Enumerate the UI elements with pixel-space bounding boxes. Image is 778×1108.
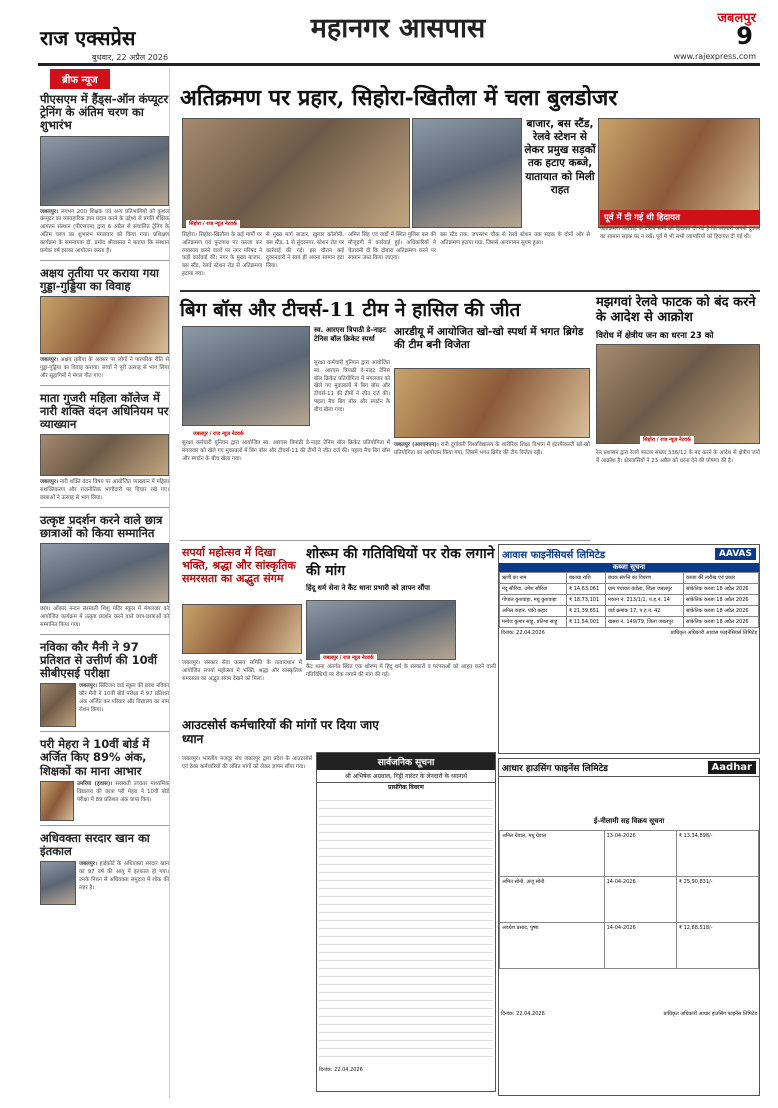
dateline: जबलपुर। [79, 861, 98, 868]
col-header: ऋणी का नाम [500, 573, 567, 584]
bigboss-caption: जबलपुर / राज न्यूज़ नेटवर्क [190, 430, 247, 438]
brief-photo [40, 296, 169, 354]
brief-text: नारी शक्ति वंदन विषय पर आयोजित व्याख्यान में महिला सशक्तिकरण और राजनीतिक भागीदारी पर विचार रखे गए। छात्राओं ने उत्साह से भाग लिया। [40, 479, 169, 501]
lead-text-col3: अमित सिंह एवं वार्डों में स्थित पुलिस बल की मौजूदगी में कार्रवाई हुई। अधिकारियों ने चेतावनी दी कि दोबारा अतिक्रमण करने पर सामान जब्त किया जाएगा। [348, 232, 436, 262]
portrait-photo [40, 861, 76, 905]
brief-photo [40, 136, 169, 206]
lead-headline: अतिक्रमण पर प्रहार, सिहोरा-खितौला में चला बुलडोजर [180, 85, 618, 111]
portrait-photo [40, 781, 74, 821]
portrait-photo [40, 683, 76, 727]
khokho-text: रानी दुर्गावती विश्वविद्यालय के शारीरिक शिक्षा विभाग में इंटरफैकल्टी खो-खो प्रतियोगिता का आयोजन किया गया, जिसमें भगत ब्रिगेड की टीम विजेता रही। [394, 442, 590, 456]
aavas-signatory: प्राधिकृत अधिकारी आवास फाइनेंसियर्स लिमिटेड [670, 630, 757, 636]
lead-text-col1: सिहोरा। सिहोरा-खितौला के कई मार्गों पर अतिक्रमण एवं फुटपाथ पर कब्जा कर व्यवसाय करने वालों पर नगर परिषद ने कड़ी कार्रवाई की। नगर के मुख्य बाजार, बस स्टैंड, रेलवे स्टेशन रोड से अतिक्रमण हटाया गया। [182, 232, 262, 278]
website: www.rajexpress.com [673, 52, 756, 61]
brief-item [40, 825, 169, 905]
brief-text: लगभग 200 शिक्षक एवं अन्य प्रतिभागियों को कुशल कंप्यूटर का व्यावहारिक ज्ञान प्रदान करने के उद्देश्य से प्रगति शैक्षिक आयतन संस्थान (पीएसएम) द्वारा 6 अप्रैल से संचालित ट्रेनिंग के अंतिम चरण का शुभारंभ मंगलवार को किया गया। प्रशिक्षण कार्यक्रम के समन्वयक डॉ. प्रमोद श्रीवास्तव ने बताया कि संस्थान प्रत्येक वर्ष इसका आयोजन करता है। [40, 208, 169, 254]
majhgawan-caption: सिहोरा / राज न्यूज़ नेटवर्क [640, 436, 694, 444]
khokho-body [394, 442, 590, 458]
brief-text: छात्र। ओंकार नन्दन सरस्वती शिशु मंदिर स्कूल में मंगलवार को आयोजित कार्यक्रम में उत्कृष्ट प्रदर्शन करने वाले छात्र-छात्राओं को सम्मानित किया गया। [40, 606, 169, 628]
brief-text: अक्षय तृतीया के अवसर पर लोगों ने पारंपरिक रीति से गुड्डा-गुड्डिया का विवाह कराया। बच्चों ने पूरी उत्साह से भाग लिया और सुहागिनों ने मंगल गीत गाए। [40, 357, 169, 379]
lead-text-col4: बस स्टैंड तक, जयस्तंभ चौक से रेलवे स्टेशन तक सड़क के दोनों ओर से अतिक्रमण हटाया गया, जिससे आवागमन सुगम हुआ। [440, 232, 590, 246]
col-header: कब्जा की तारीख एवं प्रकार [683, 573, 758, 584]
sarpa-photo [182, 604, 302, 654]
brief-headline: पीएसएम में हैंड्स-ऑन कंप्यूटर ट्रेनिंग के अंतिम चरण का शुभारंभ [40, 92, 169, 133]
cell: खसरा नं. 149/79, जिला जबलपुर [606, 617, 684, 628]
sidebar-head: पूर्व में दी गई थी हिदायत [600, 210, 760, 225]
aavas-name: आवास फाइनेंसियर्स लिमिटेड [502, 550, 606, 561]
dateline: जबलपुर। [40, 208, 59, 215]
brief-item [40, 385, 169, 503]
outsource-headline: आउटसोर्स कर्मचारियों की मांगों पर दिया जाए ध्यान [182, 718, 379, 747]
brief-item [40, 507, 169, 630]
majhgawan-subhead: विरोध में क्षेत्रीय जन का धरना 23 को [596, 331, 714, 341]
dateline: जबलपुर (आरएनएन)। [394, 442, 439, 448]
aavas-table [499, 572, 759, 628]
majhgawan-headline: मझगवां रेलवे फाटक को बंद करने के आदेश से आक्रोश [596, 295, 756, 325]
sarpa-headline: सपर्या महोत्सव में दिखा भक्ति, श्रद्धा और सांस्कृतिक समरसता का अद्भुत संगम [182, 546, 296, 586]
sidebar-text: अतिक्रमण कार्रवाई के दौरान सभी को हिदायत दी गई है कि व्यापारी अपनी दुकान का सामान सड़क पर न रखें। पूर्व में भी सभी व्यापारियों को हिदायत दी गई थी। [600, 226, 760, 240]
brief-item [40, 260, 169, 381]
bigboss-text-lower: सुरक्षा कर्मचारी युनियन द्वारा आयोजित स्व. आरएस त्रिपाठी डे-नाइट टेनिस बॉल क्रिकेट प्रतियोगिता में मंगलवार को खेले गए मुकाबलों में बिग बॉस और टीचर्स-11 की टीमों ने जीत दर्ज की। पहला मैच बिग बॉस और स्पार्टन के बीच खेला गया। [182, 440, 390, 462]
lead-photo-middle [412, 118, 522, 228]
aadhar-logo: Aadhar [708, 761, 756, 774]
brief-text: सरस्वती उच्चतर माध्यमिक विद्यालय की छात्रा परी मेहरा ने 10वीं बोर्ड परीक्षा में 89 प्रतिशत अंक प्राप्त किए। [77, 780, 169, 803]
showroom-headline: शोरूम की गतिविधियों पर रोक लगाने की मांग [306, 546, 495, 579]
col-header: बकाया राशि [566, 573, 605, 584]
lead-callout: बाजार, बस स्टैंड, रेलवे स्टेशन से लेकर प्रमुख सड़कों तक हटाए कब्जे, यातायात को मिली राहत [524, 118, 596, 196]
cell: ₹ 13,34,898/- [676, 831, 758, 877]
cell: अमित सोनी, अंजू सोनी [500, 877, 605, 923]
notice-body [319, 793, 493, 1063]
table-row [500, 831, 759, 877]
aavas-notice-title: कब्जा सूचना [499, 563, 759, 572]
brief-headline: उत्कृष्ट प्रदर्शन करने वाले छात्र छात्राओं को किया सम्मानित [40, 512, 163, 540]
table-row [500, 584, 759, 595]
outsource-text: जबलपुर। भारतीय मजदूर संघ जबलपुर द्वारा प्रदेश के आउटसोर्स एवं ठेका कर्मचारियों की लंबित मांगों को लेकर ज्ञापन सौंपा गया। [182, 756, 312, 770]
brief-text: हाईकोर्ट के अधिवक्ता सरदार खान का 97 वर्ष की आयु में इंतकाल हो गया। उनके निधन से अधिवक्ता समुदाय में शोक की लहर है। [79, 861, 170, 891]
cell: मकान नं. 213/1/1, प.ह.नं. 14 [606, 595, 684, 606]
cell: मनोज कुमार साहू, प्रतिभा साहू [500, 617, 567, 628]
brief-headline: नविका कौर मैनी ने 97 प्रतिशत से उत्तीर्ण की 10वीं सीबीएसई परीक्षा [40, 639, 157, 681]
table-row [500, 877, 759, 923]
brief-text: सिटिजन वार्ड स्कूल की छात्रा नविका कौर मैनी ने 10वीं बोर्ड परीक्षा में 97 प्रतिशत अंक अर्जित कर परिवार और विद्यालय का नाम रोशन किया। [79, 683, 170, 713]
table-row [500, 595, 759, 606]
sarpa-text: जबलपुर। संस्कार सेवा उत्सव समिति के तत्वावधान में आयोजित सपर्या महोत्सव में भक्ति, श्रद्धा और सांस्कृतिक समरसता का अद्भुत संगम देखने को मिला। [182, 660, 302, 682]
aadhar-signatory: प्राधिकृत अधिकारी आधार हाउसिंग फाइनेंस लिमिटेड [663, 1011, 757, 1017]
brief-photo [40, 543, 169, 603]
cell: नंदू सौरिया, उमेश सौरिया [500, 584, 567, 595]
showroom-text: कैंट थाना अंतर्गत स्थित एक शोरूम में हिंदू धर्म के संस्कारों व परंपराओं को आहत करने वाली गतिविधियों पर रोक लगाने की मांग की गई। [306, 664, 496, 678]
paper-name: राज एक्सप्रेस [40, 26, 136, 50]
cell: अवधेश प्रसाद, पुष्पा [500, 923, 605, 969]
divider [180, 290, 760, 292]
notice-section: प्रासंगिक विवरण [317, 782, 495, 791]
bigboss-headline: बिग बॉस और टीचर्स-11 टीम ने हासिल की जीत [180, 299, 521, 321]
bigboss-subhead: स्व. आरएस त्रिपाठी डे-नाइट टेनिस बॉल क्रिकेट स्पर्धा [314, 326, 386, 343]
bigboss-text: सुरक्षा कर्मचारी युनियन द्वारा आयोजित स्व. आरएस त्रिपाठी डे-नाइट टेनिस बॉल क्रिकेट प्रतियोगिता में मंगलवार को खेले गए मुकाबलों में बिग बॉस और टीचर्स-11 की टीमों ने जीत दर्ज की। पहला मैच बिग बॉस और स्पार्टन के बीच खेला गया। [314, 360, 390, 413]
cell: सांकेतिक कब्जा 18 अप्रैल 2026 [683, 584, 758, 595]
table-row [500, 617, 759, 628]
aavas-date: दिनांक: 22.04.2026 [501, 630, 545, 636]
cell: ₹ 14,63,061 [566, 584, 605, 595]
cell: ₹ 11,54,001 [566, 617, 605, 628]
cell: 14-04-2026 [604, 877, 676, 923]
showroom-caption: जबलपुर / राज न्यूज़ नेटवर्क [320, 654, 377, 662]
dateline: उमरिया (हवास)। [77, 780, 113, 787]
aadhar-notice [498, 758, 760, 1096]
cell: ₹ 12,68,518/- [676, 923, 758, 969]
brief-column [40, 68, 170, 1098]
lead-caption: सिहोरा / राज न्यूज़ नेटवर्क [186, 220, 240, 228]
aadhar-table [499, 830, 759, 969]
col-header: बंधक संपत्ति का विवरण [606, 573, 684, 584]
aadhar-name: आधार हाउसिंग फाइनेंस लिमिटेड [502, 764, 608, 774]
aadhar-date: दिनांक: 22.04.2026 [501, 1011, 545, 1017]
brief-photo [40, 434, 169, 476]
cell: 13-04-2026 [604, 831, 676, 877]
showroom-subhead: हिंदू धर्म सेना ने कैंट थाना प्रभारी को ज्ञापन सौंपा [306, 584, 430, 592]
table-row [500, 606, 759, 617]
cell: गोपाल कुशवाहा, मधु कुशवाहा [500, 595, 567, 606]
cell: वार्ड क्रमांक 17, प.ह.नं. 42 [606, 606, 684, 617]
brief-item [40, 634, 169, 728]
majhgawan-text: रेल प्रशासन द्वारा रेलवे फाटक संख्या 336/12 के बंद करने के आदेश से क्षेत्रीय जनों में आक्रोश है। क्षेत्रवासियों ने 23 अप्रैल को धरना देने की घोषणा की है। [596, 450, 760, 464]
khokho-headline: आरडीयू में आयोजित खो-खो स्पर्धा में भगत ब्रिगेड की टीम बनी विजेता [394, 326, 584, 351]
notice-title: सार्वजनिक सूचना [317, 753, 495, 770]
bigboss-photo [182, 326, 310, 426]
notice-date: दिनांक: 22.04.2026 [319, 1067, 363, 1073]
dateline: जबलपुर। [79, 683, 98, 690]
cell: 14-04-2026 [604, 923, 676, 969]
header-rule [38, 63, 760, 66]
dateline: जबलपुर। [40, 357, 59, 364]
lead-photo-left [182, 118, 410, 228]
notice-subtitle: श्री अभिषेक अग्रवाल, गिट्टी गारंटर के लेनदारों के ध्यानार्थ [345, 773, 467, 780]
table-row [500, 923, 759, 969]
brief-headline: अधिवक्ता सरदार खान का इंतकाल [40, 830, 150, 859]
showroom-photo [306, 600, 456, 660]
cell: ₹ 25,90,831/- [676, 877, 758, 923]
brief-item [40, 93, 169, 256]
majhgawan-photo [596, 344, 760, 444]
cell: ग्राम पंचायत कंडेला, जिला जबलपुर [606, 584, 684, 595]
cell: ₹ 18,73,101 [566, 595, 605, 606]
brief-headline: अक्षय तृतीया पर कराया गया गुड्डा-गुड्डिया का विवाह [40, 265, 159, 293]
city-label: जबलपुर [717, 11, 756, 26]
brief-tag: ब्रीफ न्यूज [50, 69, 110, 89]
cell: अनिल ग्रेवाल, मधु ग्रेवाल [500, 831, 605, 877]
aavas-notice [498, 544, 760, 754]
issue-date: बुधवार, 22 अप्रैल 2026 [92, 53, 169, 62]
cell: अनिल कहार, पंकी कहार [500, 606, 567, 617]
aavas-logo: AAVAS [715, 548, 756, 560]
page-number: 9 [736, 22, 753, 50]
khokho-photo [394, 368, 590, 438]
dateline: जबलपुर। [40, 479, 59, 486]
cell: सांकेतिक कब्जा 18 अप्रैल 2026 [683, 595, 758, 606]
lead-text-col2: से मुख्य मार्ग बाजार, खुलार कॉलोनी, बस स्टैंड, 1 से सुंदरनगर, स्टेशन रोड पर कार्रवाई की गई। इस दौरान कई दुकानदारों ने स्वयं ही अपना सामान हटा लिया। [266, 232, 344, 270]
divider [180, 540, 590, 541]
brief-item [40, 731, 169, 821]
cell: सांकेतिक कब्जा 18 अप्रैल 2026 [683, 617, 758, 628]
section-title: महानगर आसपास [310, 13, 486, 44]
public-notice [316, 752, 496, 1092]
cell: ₹ 21,39,651 [566, 606, 605, 617]
brief-headline: परी मेहरा ने 10वीं बोर्ड में अर्जित किए 89% अंक, शिक्षकों का माना आभार [40, 737, 150, 778]
aadhar-notice-title: ई-नीलामी सह विक्रय सूचना [593, 817, 665, 825]
cell: सांकेतिक कब्जा 18 अप्रैल 2026 [683, 606, 758, 617]
brief-headline: माता गुजरी महिला कॉलेज में नारी शक्ति वंदन अधिनियम पर व्याख्यान [40, 390, 169, 431]
